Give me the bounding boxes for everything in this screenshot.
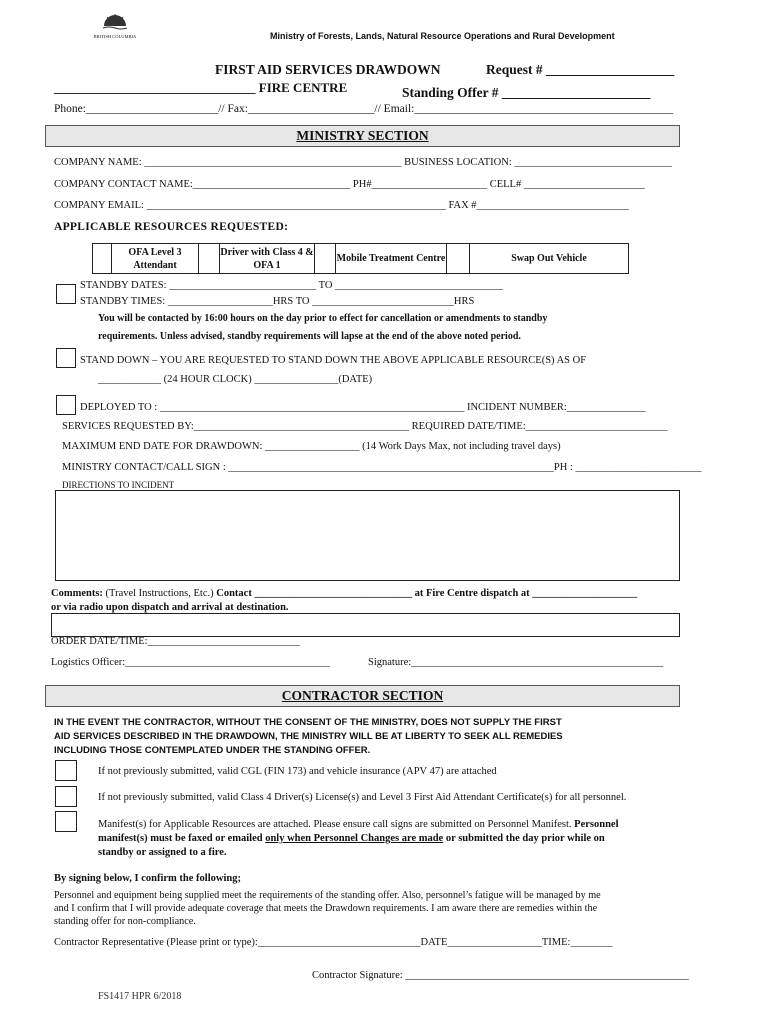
company-email-field[interactable]: COMPANY EMAIL: _________________________________________________________ FAX #_____________________________ [54, 200, 629, 211]
manifest-text-line-2 [98, 833, 605, 844]
request-number[interactable]: Request # ___________________ [486, 62, 675, 77]
manifest-text-line-1 [98, 819, 618, 830]
cgl-insurance-text: If not previously submitted, valid CGL (FIN 173) and vehicle insurance (APV 47) are attached [98, 766, 497, 777]
contractor-rep-field[interactable]: Contractor Representative (Please print or type):_______________________________DATE__________________TIME:________ [54, 937, 613, 948]
standby-dates-field[interactable]: STANDBY DATES: ____________________________ TO ________________________________ [80, 280, 504, 291]
directions-label: DIRECTIONS TO INCIDENT [62, 480, 175, 490]
standby-checkbox[interactable] [56, 284, 76, 304]
stand-down-checkbox[interactable] [56, 348, 76, 368]
resource-check-4[interactable] [447, 244, 470, 273]
manifest-text-a: Manifest(s) for Applicable Resources are attached. Please ensure call signs are submitted on Personnel Manifest. [98, 819, 575, 830]
manifest-text-c: manifest(s) must be faxed or emailed [98, 833, 266, 844]
licenses-checkbox[interactable] [55, 786, 77, 807]
licenses-text: If not previously submitted, valid Class 4 Driver(s) License(s) and Level 3 First Aid Attendant Certificate(s) for all personnel. [98, 792, 627, 803]
company-contact-field[interactable]: COMPANY CONTACT NAME:______________________________ PH#______________________ CELL# _______________________ [54, 179, 645, 190]
logistics-officer-field[interactable]: Logistics Officer:_______________________________________ [51, 657, 330, 668]
resource-ofa-level3: OFA Level 3 Attendant [112, 244, 199, 273]
stand-down-time-field[interactable]: ____________ (24 HOUR CLOCK) ________________(DATE) [98, 374, 373, 385]
form-title: FIRST AID SERVICES DRAWDOWN [215, 62, 441, 77]
contractor-section-heading: CONTRACTOR SECTION [281, 688, 444, 703]
directions-textarea[interactable] [55, 490, 680, 581]
warning-line-1: IN THE EVENT THE CONTRACTOR, WITHOUT THE CONSENT OF THE MINISTRY, DOES NOT SUPPLY THE FIRST [54, 717, 562, 728]
confirm-line-3: standing offer for non-compliance. [54, 916, 196, 927]
comments-line[interactable] [51, 588, 637, 599]
manifest-checkbox[interactable] [55, 811, 77, 832]
standby-note-2: requirements. Unless advised, standby requirements will lapse at the end of the above noted period. [98, 331, 521, 342]
ministry-contact-field[interactable]: MINISTRY CONTACT/CALL SIGN : ______________________________________________________________PH : ________________________ [62, 462, 702, 473]
stand-down-text: STAND DOWN – YOU ARE REQUESTED TO STAND DOWN THE ABOVE APPLICABLE RESOURCE(S) AS OF [80, 355, 587, 366]
resource-driver-class4: Driver with Class 4 & OFA 1 [220, 244, 315, 273]
manifest-text-b: Personnel [574, 819, 619, 830]
order-date-field[interactable]: ORDER DATE/TIME:_____________________________ [51, 636, 300, 647]
resource-check-1[interactable] [93, 244, 112, 273]
fire-centre-line[interactable]: _______________________________ FIRE CENTRE [54, 80, 348, 95]
ministry-section-heading: MINISTRY SECTION [296, 128, 429, 143]
resource-mobile-treatment: Mobile Treatment Centre [336, 244, 447, 273]
comments-label: Comments: [51, 588, 103, 599]
manifest-text-line-3: standby or assigned to a fire. [98, 847, 227, 858]
resource-swap-vehicle: Swap Out Vehicle [511, 253, 587, 264]
deployed-to-field[interactable]: DEPLOYED TO : __________________________________________________________ INCIDENT NUMBER:_______________ [80, 402, 646, 413]
standing-offer-number[interactable]: Standing Offer # ______________________ [402, 85, 651, 100]
comments-line-2: or via radio upon dispatch and arrival at destination. [51, 602, 289, 613]
standby-note-1: You will be contacted by 16:00 hours on the day prior to effect for cancellation or amendments to standby [98, 313, 548, 324]
warning-line-3: INCLUDING THOSE CONTEMPLATED UNDER THE STANDING OFFER. [54, 745, 371, 756]
comments-input[interactable] [51, 613, 680, 637]
confirm-line-2: and I confirm that I will provide adequate coverage that meets the Drawdown requirements. I am aware there are remedies within the [54, 903, 598, 914]
deployed-checkbox[interactable] [56, 395, 76, 415]
contractor-section-band [45, 685, 680, 707]
resource-check-2[interactable] [199, 244, 220, 273]
manifest-text-e: or submitted the day prior while on [443, 833, 605, 844]
contractor-signature-field[interactable]: Contractor Signature: ______________________________________________________ [312, 970, 689, 981]
confirm-heading: By signing below, I confirm the following; [54, 873, 241, 884]
comments-hint: (Travel Instructions, Etc.) [102, 588, 217, 599]
standby-times-field[interactable]: STANDBY TIMES: ____________________HRS TO ___________________________HRS [80, 296, 475, 307]
manifest-text-d: only when Personnel Changes are made [265, 833, 444, 844]
confirm-line-1: Personnel and equipment being supplied meet the requirements of the standing offer. Also, personnel’s fatigue will be managed by me [54, 890, 601, 901]
services-requested-field[interactable]: SERVICES REQUESTED BY:_________________________________________ REQUIRED DATE/TIME:___________________________ [62, 421, 668, 432]
resources-table [92, 243, 629, 274]
warning-line-2: AID SERVICES DESCRIBED IN THE DRAWDOWN, THE MINISTRY WILL BE AT LIBERTY TO SEEK ALL REMEDIES [54, 731, 563, 742]
cgl-insurance-checkbox[interactable] [55, 760, 77, 781]
signature-field[interactable]: Signature:________________________________________________ [368, 657, 664, 668]
company-name-field[interactable]: COMPANY NAME: _________________________________________________ BUSINESS LOCATION: ______________________________ [54, 157, 672, 168]
bc-logo [93, 12, 137, 40]
logo-text: BRITISH COLUMBIA [93, 34, 137, 39]
comments-contact: Contact ______________________________ at Fire Centre dispatch at ____________________ [216, 588, 638, 599]
form-id: FS1417 HPR 6/2018 [98, 991, 182, 1002]
max-end-date-field[interactable]: MAXIMUM END DATE FOR DRAWDOWN: __________________ (14 Work Days Max, not including travel days) [62, 441, 561, 452]
resources-heading: APPLICABLE RESOURCES REQUESTED: [54, 221, 289, 233]
ministry-section-band [45, 125, 680, 147]
resource-check-3[interactable] [315, 244, 336, 273]
contact-line[interactable]: Phone:_______________________// Fax:______________________// Email:_____________________________________________ [54, 103, 674, 115]
ministry-name: Ministry of Forests, Lands, Natural Resource Operations and Rural Development [270, 31, 615, 41]
